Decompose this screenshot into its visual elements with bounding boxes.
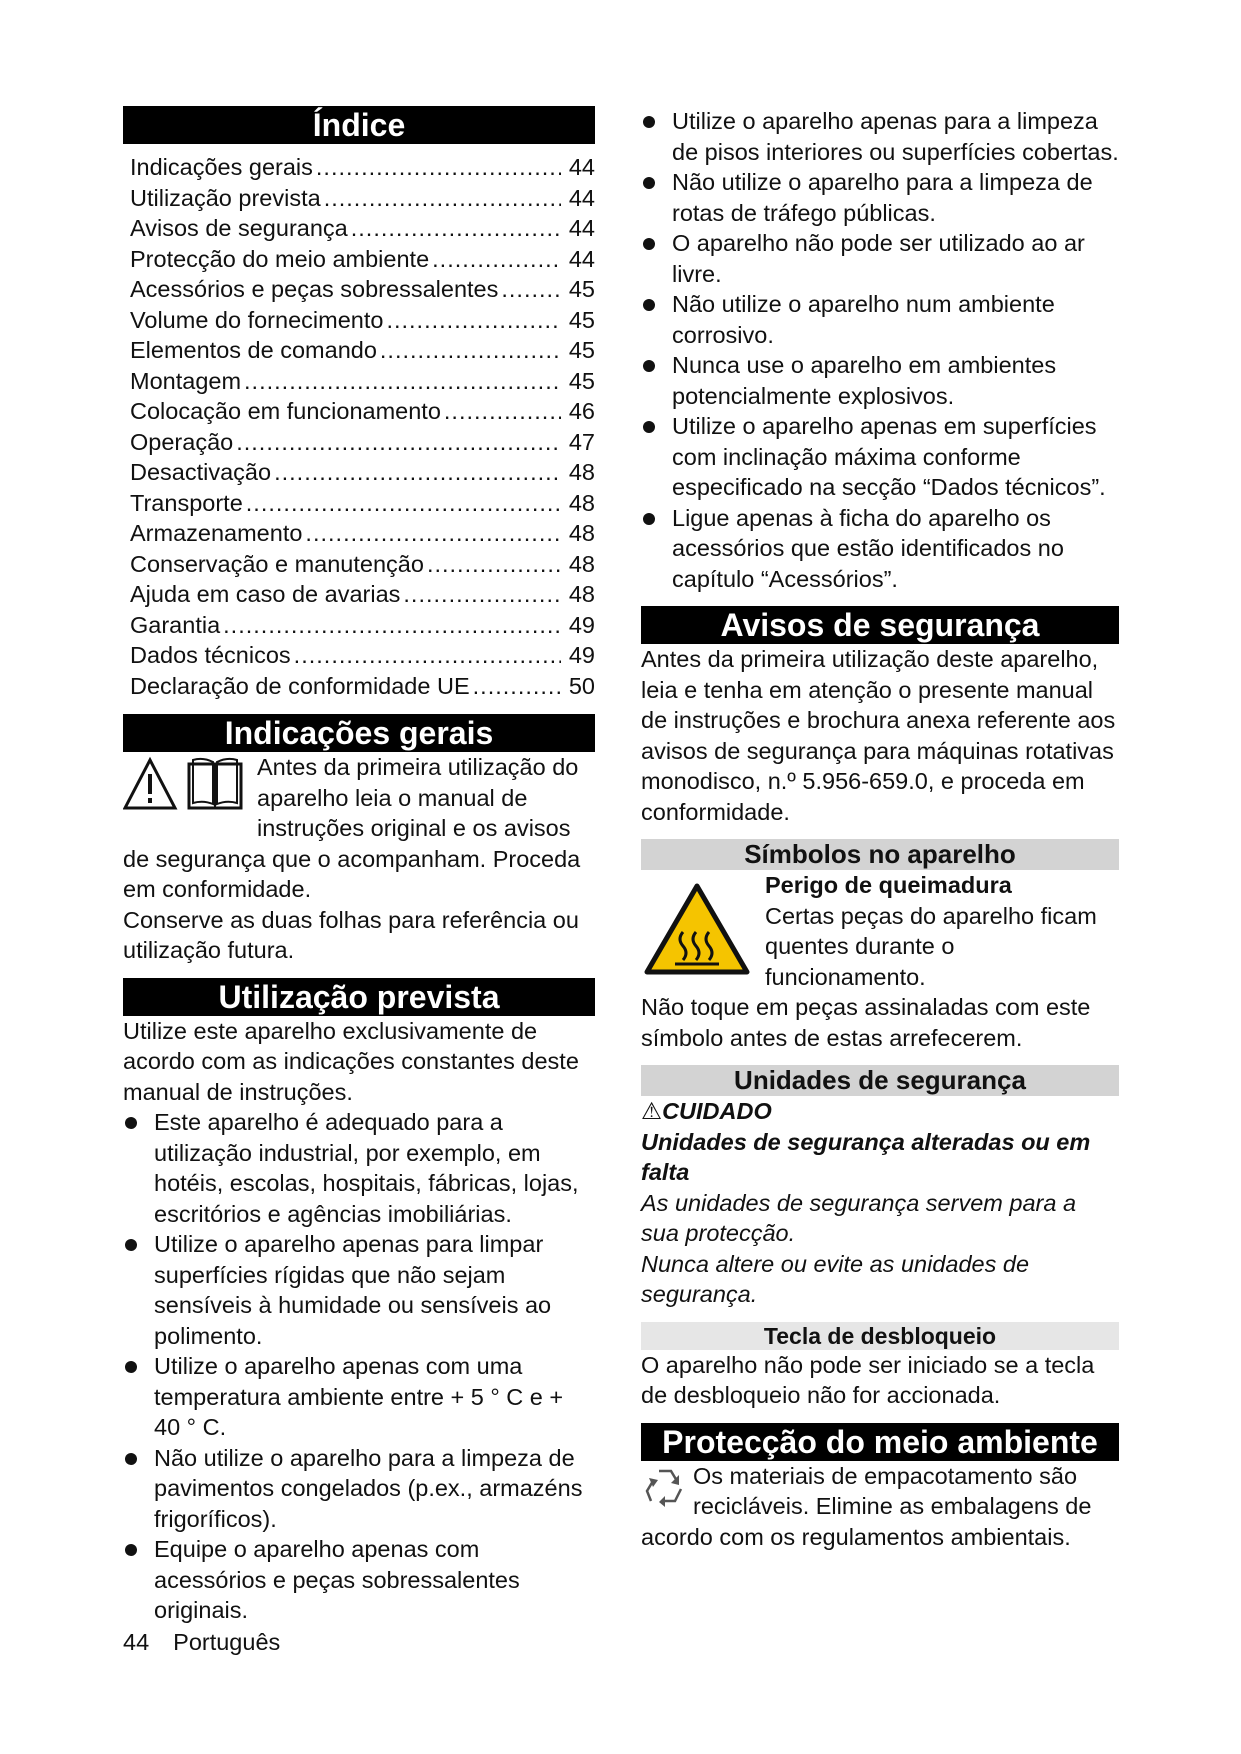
use-bullets-right (641, 106, 1119, 594)
general-intro: Antes da primeira utilização do aparelho leia o manual de instruções original e os avisos de segurança que o acompanham. Proceda em conformidade. (123, 754, 581, 902)
toc-title: Índice (123, 106, 595, 144)
toc-leader-dots (470, 671, 561, 702)
use-bullet: Este aparelho é adequado para a utilização industrial, por exemplo, em hotéis, escolas, hospitais, fábricas, lojas, escritórios e agências imobiliárias. (123, 1107, 595, 1229)
toc-item-label: Utilização prevista (130, 184, 321, 211)
hazard-title: Perigo de queimadura (765, 872, 1012, 898)
toc-item-page: 44 (568, 154, 595, 180)
environment-text: Os materiais de empacotamento são recicláveis. Elimine as embalagens de acordo com os regulamentos ambientais. (641, 1462, 1092, 1550)
toc-item-label: Declaração de conformidade UE (130, 672, 470, 699)
use-bullet: Utilize o aparelho apenas para limpar superfícies rígidas que não sejam sensíveis à humidade ou sensíveis ao polimento. (123, 1229, 595, 1351)
toc-item-page: 45 (568, 367, 595, 394)
toc-leader-dots (302, 518, 561, 549)
toc-item-label: Volume do fornecimento (130, 306, 384, 333)
use-intro: Utilize este aparelho exclusivamente de acordo com as indicações constantes deste manual de instruções. (123, 1017, 579, 1105)
toc-item-page: 45 (568, 276, 595, 302)
right-column (641, 106, 1119, 1552)
toc-item-label: Elementos de comando (130, 337, 377, 363)
toc-item-label: Desactivação (130, 459, 272, 485)
caution-title: Unidades de segurança alteradas ou em falta (641, 1128, 1091, 1185)
general-keep: Conserve as duas folhas para referência ou utilização futura. (123, 906, 579, 963)
toc-item-page: 49 (568, 611, 595, 638)
toc-item-page: 49 (568, 642, 595, 668)
use-bullet: Nunca use o aparelho em ambientes potencialmente explosivos. (641, 350, 1119, 411)
use-bullet: Utilize o aparelho apenas com uma temperatura ambiente entre + 5 ° C e + 40 ° C. (123, 1351, 595, 1443)
toc-item (130, 244, 595, 275)
toc-item (130, 518, 595, 549)
units-title: Unidades de segurança (641, 1065, 1119, 1096)
toc-item-label: Acessórios e peças sobressalentes (130, 276, 499, 302)
general-intro-block (123, 752, 595, 905)
toc-leader-dots (400, 579, 561, 610)
warning-manual-icons (123, 756, 249, 817)
symbols-title: Símbolos no aparelho (641, 839, 1119, 870)
toc-item-label: Operação (130, 428, 234, 455)
safety-title: Avisos de segurança (641, 606, 1119, 644)
toc-item-label: Protecção do meio ambiente (130, 245, 430, 272)
toc-item-label: Avisos de segurança (130, 215, 348, 241)
toc-item-page: 48 (568, 489, 595, 516)
toc-item-label: Garantia (130, 611, 221, 638)
environment-title: Protecção do meio ambiente (641, 1423, 1119, 1461)
toc-item (130, 213, 595, 244)
caution-text-1: As unidades de segurança servem para a sua protecção. (641, 1189, 1077, 1246)
toc-item-page: 44 (568, 245, 595, 272)
use-bullet: O aparelho não pode ser utilizado ao ar livre. (641, 228, 1119, 289)
toc-leader-dots (233, 427, 561, 458)
hazard-text: Certas peças do aparelho ficam quentes durante o funcionamento. (765, 902, 1097, 990)
toc-item-page: 46 (568, 398, 595, 424)
toc-item (130, 640, 595, 671)
toc-item-label: Armazenamento (130, 520, 303, 546)
toc-item-page: 44 (568, 184, 595, 211)
toc-item-page: 48 (568, 550, 595, 577)
toc-leader-dots (424, 549, 561, 580)
use-bullet: Ligue apenas à ficha do aparelho os acessórios que estão identificados no capítulo “Acessórios”. (641, 503, 1119, 595)
toc-item-page: 48 (568, 581, 595, 607)
toc-item-page: 48 (568, 520, 595, 546)
unlock-text: O aparelho não pode ser iniciado se a tecla de desbloqueio não for accionada. (641, 1351, 1095, 1408)
manual-book-icon (189, 759, 241, 808)
toc-leader-dots (377, 335, 561, 366)
hot-surface-icon (643, 882, 751, 981)
toc-item-label: Montagem (130, 367, 242, 394)
toc-item-page: 48 (568, 459, 595, 485)
caution-warning-icon: ⚠ (641, 1098, 663, 1124)
recycle-icon (643, 1465, 687, 1518)
use-bullet: Utilize o aparelho apenas em superfícies com inclinação máxima conforme especificado na secção “Dados técnicos”. (641, 411, 1119, 503)
toc-item-page: 47 (568, 428, 595, 455)
use-bullet: Não utilize o aparelho num ambiente corrosivo. (641, 289, 1119, 350)
toc-item (130, 610, 595, 641)
toc-item-label: Conservação e manutenção (130, 550, 424, 577)
toc-leader-dots (498, 274, 561, 305)
toc-item (130, 579, 595, 610)
toc-leader-dots (313, 152, 561, 183)
hazard-note: Não toque em peças assinaladas com este símbolo antes de estas arrefecerem. (641, 994, 1091, 1051)
use-bullet: Não utilize o aparelho para a limpeza de pavimentos congelados (p.ex., armazéns frigoríficos). (123, 1443, 595, 1535)
footer-language: Português (173, 1629, 281, 1655)
use-title: Utilização prevista (123, 978, 595, 1016)
toc-leader-dots (383, 305, 561, 336)
left-column (123, 106, 595, 1626)
page-number: 44 (123, 1629, 150, 1655)
toc-item (130, 305, 595, 336)
toc-leader-dots (220, 610, 561, 641)
toc-item (130, 152, 595, 183)
general-title: Indicações gerais (123, 714, 595, 752)
toc-item (130, 366, 595, 397)
toc-item-label: Transporte (130, 489, 243, 516)
toc-item (130, 488, 595, 519)
use-bullet: Utilize o aparelho apenas para a limpeza de pisos interiores ou superfícies cobertas. (641, 106, 1119, 167)
toc-leader-dots (429, 244, 561, 275)
toc-item-label: Ajuda em caso de avarias (130, 581, 401, 607)
warning-triangle-icon (123, 756, 249, 812)
toc-leader-dots (271, 457, 561, 488)
toc-leader-dots (243, 488, 561, 519)
toc-item-page: 44 (568, 215, 595, 241)
toc-leader-dots (348, 213, 561, 244)
toc-item-label: Dados técnicos (130, 642, 291, 668)
toc-list (123, 152, 595, 701)
toc-item (130, 335, 595, 366)
use-bullet: Não utilize o aparelho para a limpeza de rotas de tráfego públicas. (641, 167, 1119, 228)
toc-item-page: 50 (568, 672, 595, 699)
caution-label: ⚠CUIDADO (641, 1098, 772, 1124)
environment-block (641, 1461, 1119, 1553)
toc-item-page: 45 (568, 337, 595, 363)
toc-item-page: 45 (568, 306, 595, 333)
unlock-title: Tecla de desbloqueio (641, 1322, 1119, 1350)
safety-intro: Antes da primeira utilização deste aparelho, leia e tenha em atenção o presente manual de instruções e brochura anexa referente aos avisos de segurança para máquinas rotativas monodisco, n.º 5.956-659.0, e proceda em conformidade. (641, 646, 1116, 825)
toc-item (130, 396, 595, 427)
caution-text-2: Nunca altere ou evite as unidades de segurança. (641, 1250, 1030, 1307)
page-footer (123, 1629, 304, 1656)
toc-item (130, 427, 595, 458)
toc-item (130, 183, 595, 214)
toc-leader-dots (321, 183, 561, 214)
toc-leader-dots (441, 396, 561, 427)
use-bullets-left (123, 1107, 595, 1626)
toc-item-label: Colocação em funcionamento (130, 398, 441, 424)
toc-item (130, 457, 595, 488)
toc-item (130, 274, 595, 305)
toc-item-label: Indicações gerais (130, 154, 313, 180)
toc-leader-dots (241, 366, 561, 397)
toc-leader-dots (291, 640, 561, 671)
toc-item (130, 549, 595, 580)
toc-item (130, 671, 595, 702)
use-bullet: Equipe o aparelho apenas com acessórios e peças sobressalentes originais. (123, 1534, 595, 1626)
hazard-block (641, 870, 1119, 992)
